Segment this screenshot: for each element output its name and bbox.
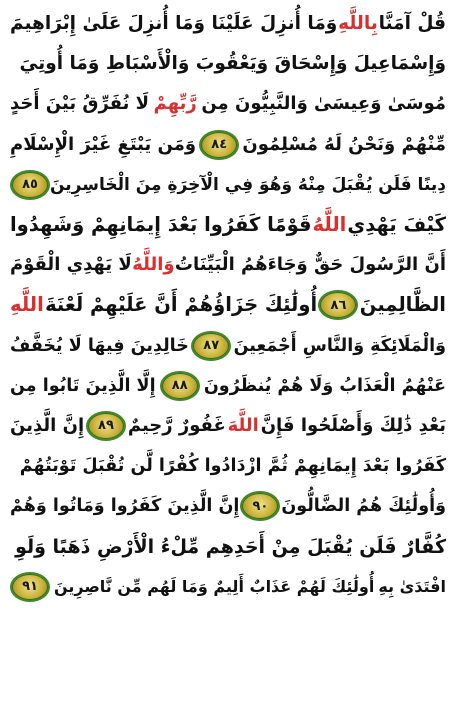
verse-text: كَيْفَ يَهْدِي (347, 213, 446, 237)
verse-line-2 (6, 44, 450, 84)
ayah-number-marker: ٨٥ (10, 170, 50, 200)
verse-text: أُولَٰئِكَ لَهُمْ عَذَابٌ أَلِيمٌ وَمَا لَهُم مِّن نَّاصِرِينَ (53, 576, 375, 596)
verse-line-15 (6, 567, 450, 607)
verse-text: لَا نُفَرِّقُ بَيْنَ أَحَدٍ (10, 93, 150, 115)
verse-text: وَمَا أُنزِلَ عَلَيْنَا وَمَا أُنزِلَ عَلَىٰ إِبْرَاهِيمَ (10, 13, 338, 35)
verse-text: وَالْمَلَائِكَةِ وَالنَّاسِ أَجْمَعِينَ (233, 335, 446, 356)
divine-name-text: بِاللَّهِ (338, 13, 378, 35)
verse-text: كُفَّارٌ فَلَن يُقْبَلَ مِنْ أَحَدِهِم مِّلْءُ الْأَرْضِ ذَهَبًا وَلَوِ (15, 535, 446, 558)
ayah-number-marker: ٨٤ (199, 130, 239, 160)
verse-line-1 (6, 4, 450, 44)
verse-text: أُولَٰئِكَ جَزَاؤُهُمْ أَنَّ عَلَيْهِمْ لَعْنَةَ (45, 293, 318, 317)
verse-line-7 (6, 245, 450, 285)
divine-name-text: اللَّهَ (227, 414, 259, 436)
divine-name-text: وَاللَّهُ (132, 254, 175, 276)
verse-line-10 (6, 366, 450, 406)
verse-text: بَعْدِ ذَٰلِكَ وَأَصْلَحُوا فَإِنَّ (260, 414, 446, 436)
verse-text: قَوْمًا كَفَرُوا بَعْدَ إِيمَانِهِمْ وَشَهِدُوا (10, 213, 312, 237)
verse-text: إِلَّا الَّذِينَ تَابُوا مِن (10, 375, 156, 396)
verse-line-9 (6, 326, 450, 366)
verse-line-4 (6, 125, 450, 165)
divine-name-text: رَّبِّهِمْ (153, 93, 197, 115)
verse-line-8 (6, 285, 450, 325)
verse-text: قُلْ آمَنَّا (378, 13, 446, 35)
ayah-number-marker: ٨٦ (318, 290, 358, 320)
verse-text: دِينًا فَلَن يُقْبَلَ مِنْهُ وَهُوَ فِي الْآخِرَةِ مِنَ الْخَاسِرِينَ (50, 174, 446, 195)
verse-line-6 (6, 205, 450, 245)
verse-text: إِنَّ الَّذِينَ (10, 414, 85, 436)
verse-line-3 (6, 84, 450, 124)
verse-text: افْتَدَىٰ بِهِ (378, 576, 446, 596)
verse-text: غَفُورٌ رَّحِيمٌ (127, 414, 226, 436)
verse-text: لَا يَهْدِي الْقَوْمَ (10, 254, 132, 276)
ayah-number-marker: ٩١ (10, 572, 50, 602)
verse-line-5 (6, 165, 450, 205)
verse-text: الظَّالِمِينَ (359, 293, 446, 317)
verse-text: وَمَن يَبْتَغِ غَيْرَ الْإِسْلَامِ (10, 133, 197, 155)
verse-line-14 (6, 526, 450, 566)
verse-line-12 (6, 446, 450, 486)
verse-text: مُوسَىٰ وَعِيسَىٰ وَالنَّبِيُّونَ مِن (201, 93, 446, 115)
divine-name-text: اللَّهُ (312, 213, 347, 237)
verse-text: وَأُولَٰئِكَ هُمُ الضَّالُّونَ (281, 496, 446, 517)
verse-text: أَنَّ الرَّسُولَ حَقٌّ وَجَاءَهُمُ الْبَيِّنَاتُ (174, 254, 446, 276)
verse-line-11 (6, 406, 450, 446)
ayah-number-marker: ٨٩ (86, 411, 126, 441)
verse-text: مِّنْهُمْ وَنَحْنُ لَهُ مُسْلِمُونَ (242, 133, 446, 155)
verse-text: كَفَرُوا بَعْدَ إِيمَانِهِمْ ثُمَّ ازْدَادُوا كُفْرًا لَّن تُقْبَلَ تَوْبَتُهُمْ (19, 456, 446, 477)
ayah-number-marker: ٩٠ (240, 491, 280, 521)
ayah-number-marker: ٨٨ (160, 371, 200, 401)
verse-line-13 (6, 486, 450, 526)
ayah-number-marker: ٨٧ (191, 331, 231, 361)
verse-text: عَنْهُمُ الْعَذَابُ وَلَا هُمْ يُنظَرُونَ (203, 375, 446, 396)
verse-text: إِنَّ الَّذِينَ كَفَرُوا وَمَاتُوا وَهُمْ (10, 496, 240, 517)
divine-name-text: اللَّهِ (10, 293, 44, 317)
verse-text: وَإِسْمَاعِيلَ وَإِسْحَاقَ وَيَعْقُوبَ وَالْأَسْبَاطِ وَمَا أُوتِيَ (19, 53, 446, 75)
verse-text: خَالِدِينَ فِيهَا لَا يُخَفَّفُ (10, 335, 189, 356)
